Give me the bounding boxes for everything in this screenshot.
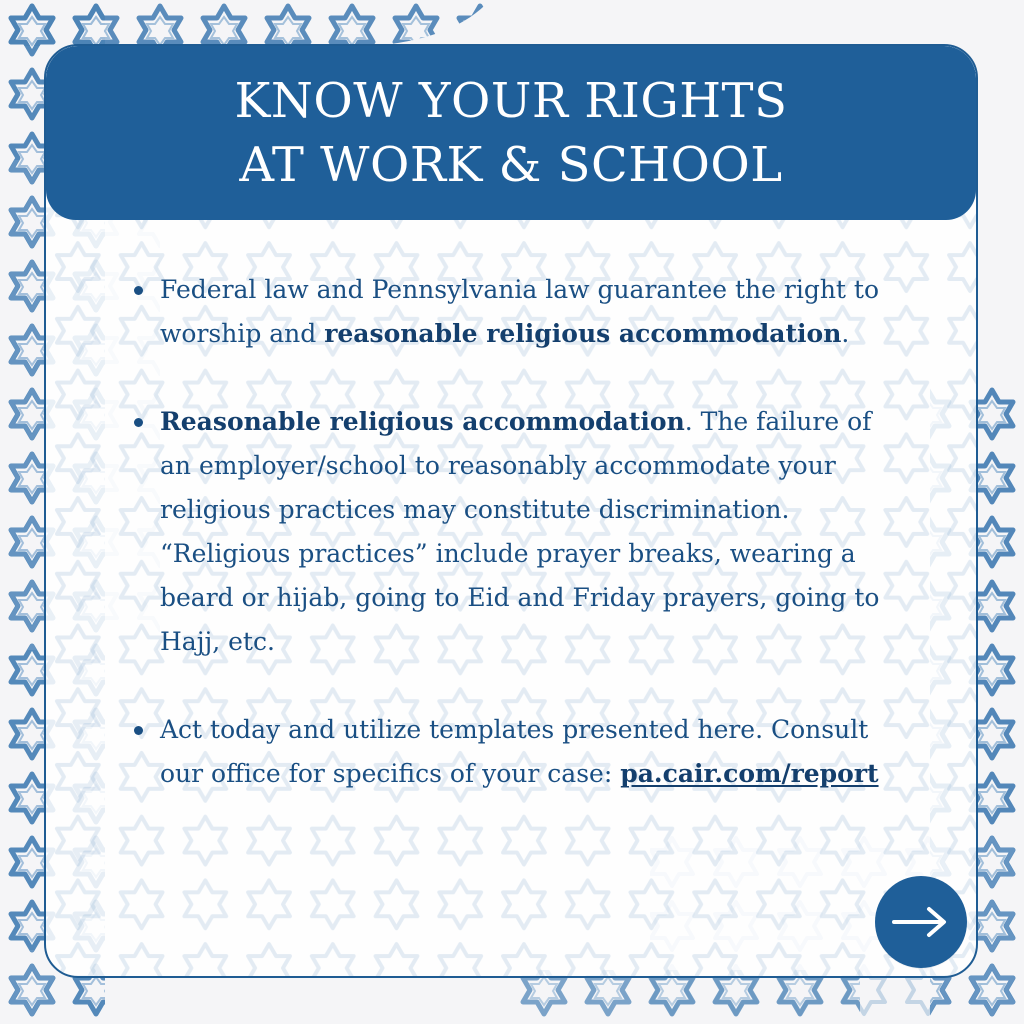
bullet-dot — [134, 726, 143, 735]
accommodation-description: . The failure of an employer/school to reasonably accommodate your religious practices may constitute discrimination. “Religious practices” include prayer breaks, wearing a beard or hijab, going to Eid and Friday prayers, going to Hajj, etc. — [160, 407, 880, 656]
rights-header — [46, 46, 976, 220]
report-instructions: Act today and utilize templates presented here. Consult our office for specifics of your case: — [160, 715, 869, 788]
federal-law-accommodation-text: reasonable religious accommodation — [324, 319, 842, 348]
header-title-line-one: KNOW YOUR RIGHTS — [234, 73, 788, 129]
report-link[interactable]: pa.cair.com/report — [620, 759, 879, 788]
report-bullet — [130, 708, 890, 796]
bullet-dot — [134, 418, 143, 427]
accommodation-bullet — [130, 400, 890, 664]
rights-card — [44, 44, 978, 978]
arrow-right-icon — [891, 904, 951, 940]
federal-law-text: Federal law and Pennsylvania law guarantee the right to worship and — [160, 275, 880, 348]
next-slide-button[interactable] — [875, 876, 967, 968]
rights-content — [130, 268, 890, 796]
federal-law-punctuation: . — [841, 319, 850, 348]
bullet-dot — [134, 286, 143, 295]
accommodation-heading: Reasonable religious accommodation — [160, 407, 685, 436]
header-title-line-two: AT WORK & SCHOOL — [239, 137, 783, 193]
federal-law-bullet — [130, 268, 890, 356]
